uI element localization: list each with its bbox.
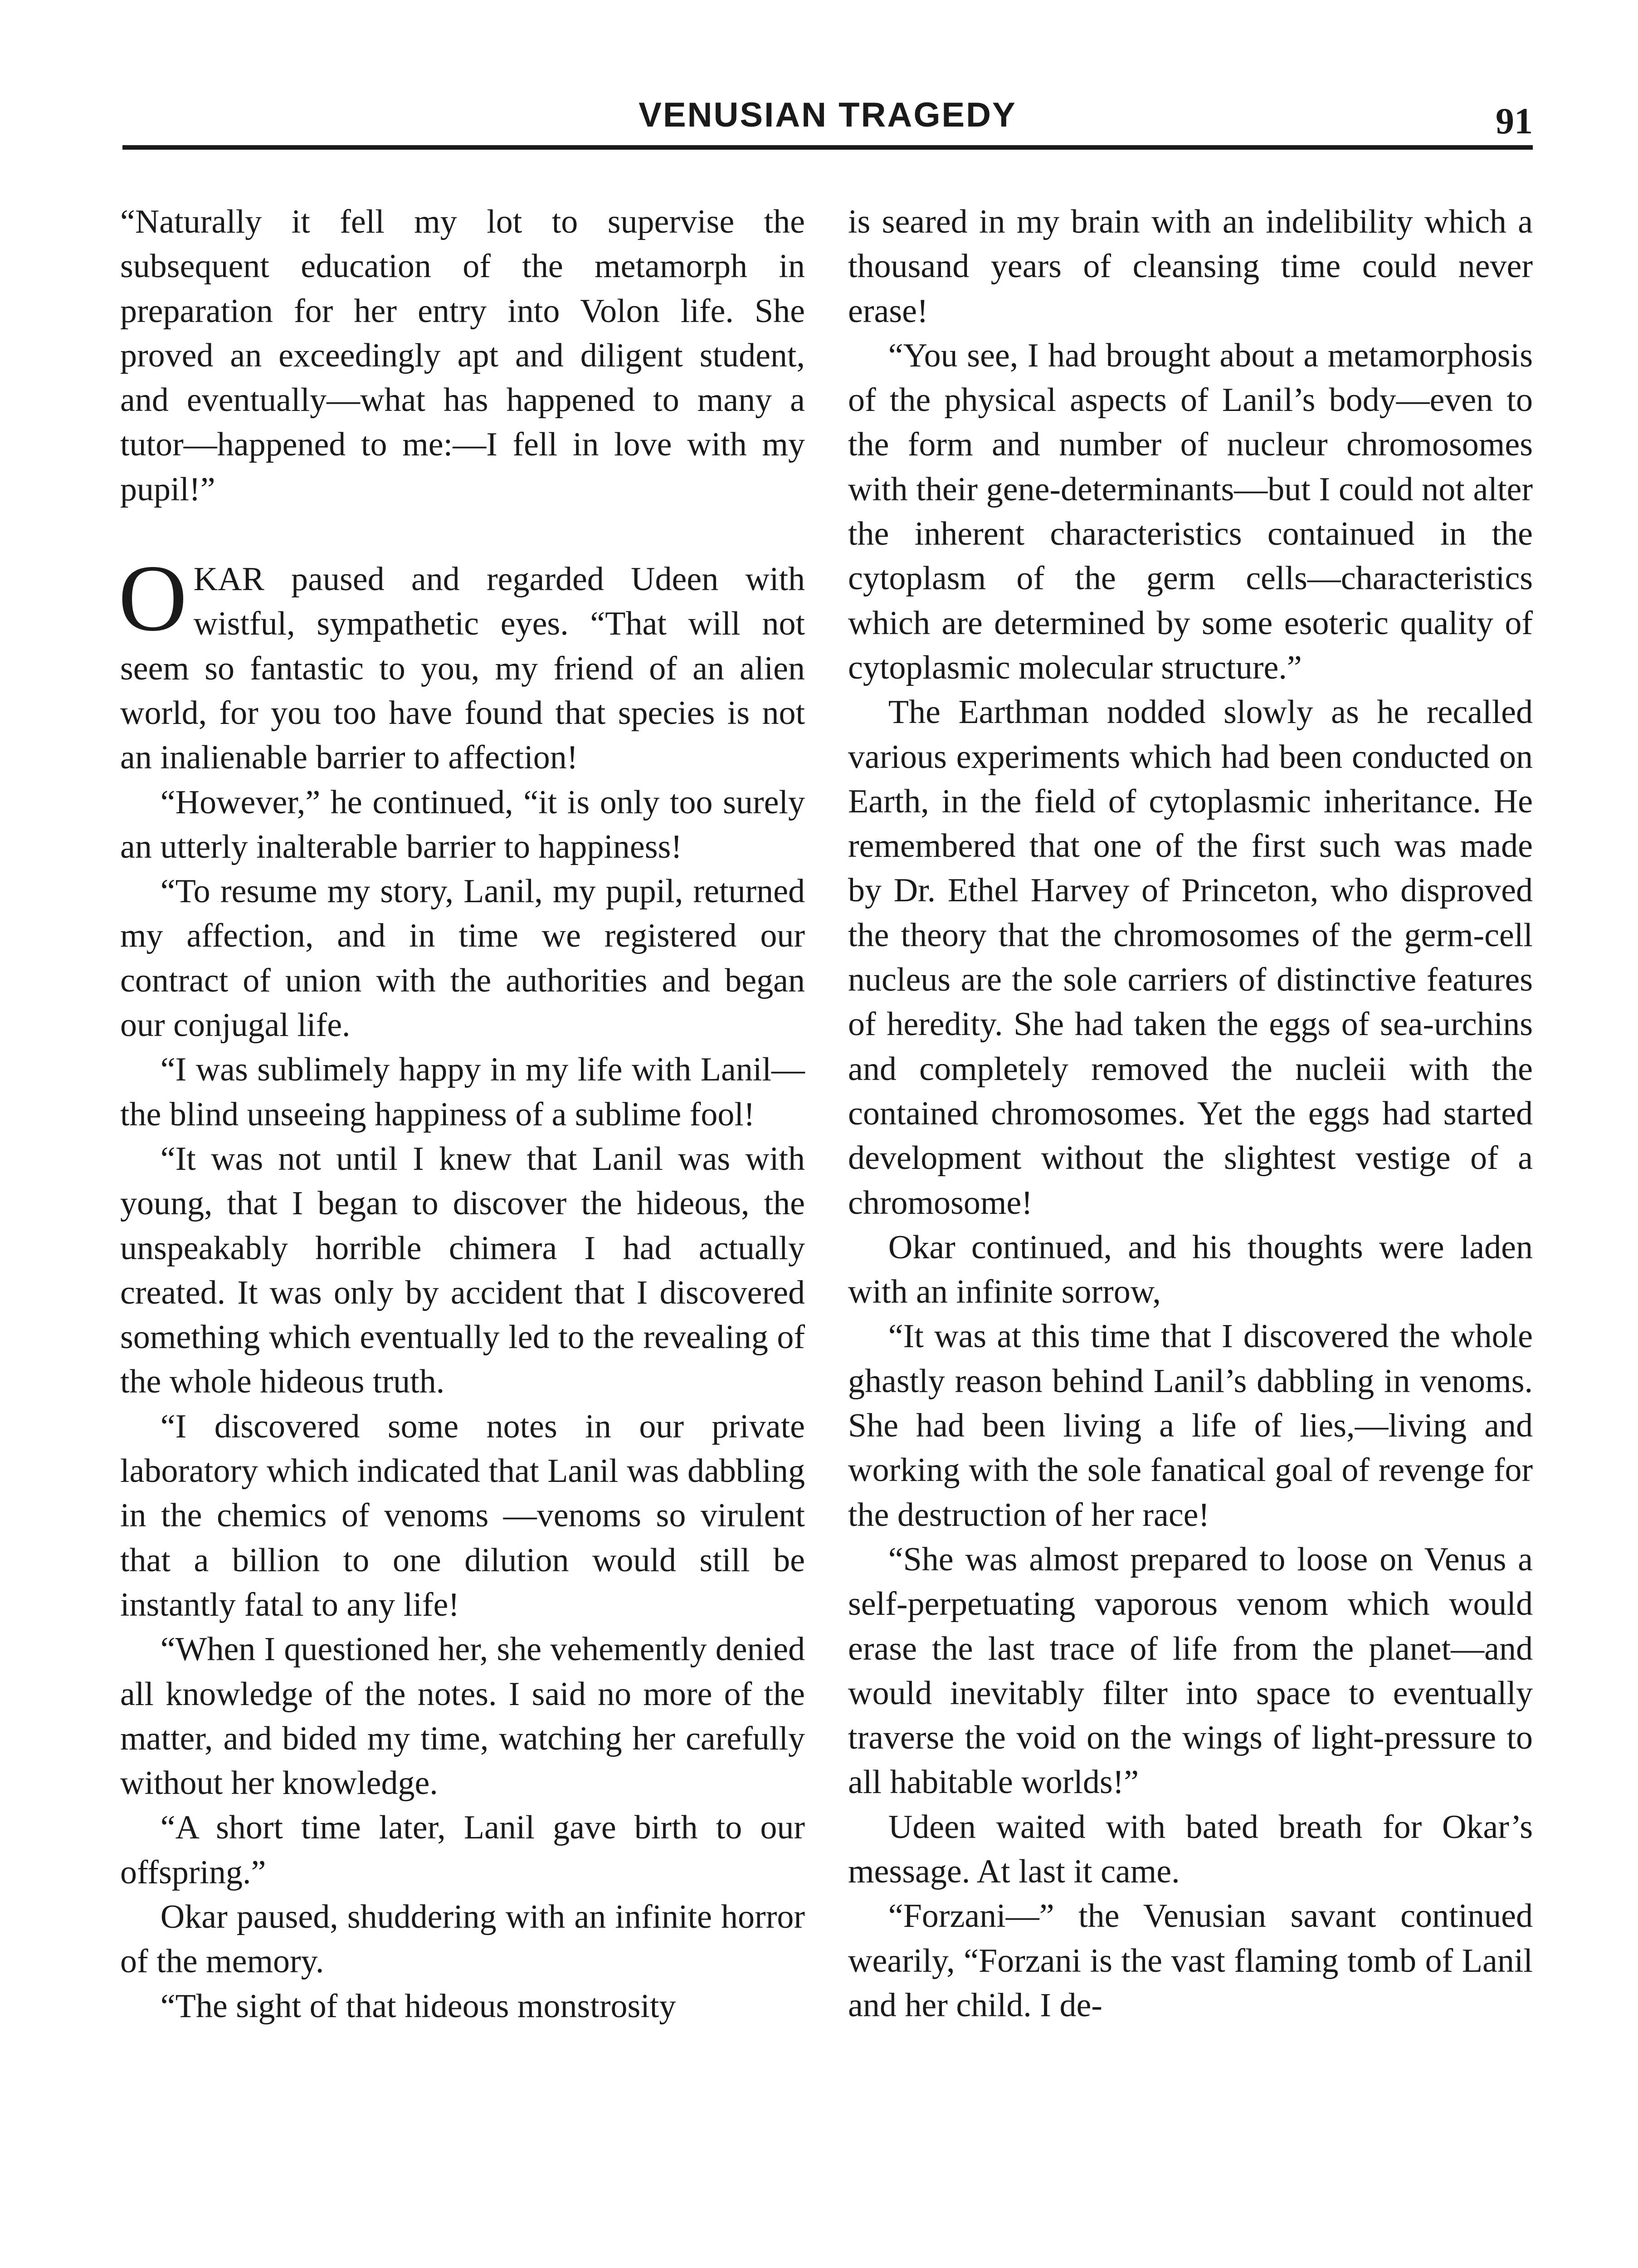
paragraph: “You see, I had brought about a metamorphosis of the physical aspects of Lanil’s body—even to the form and number of nucleur chromosomes with their gene-determinants—but I could not alter the inherent characteristics containued in the cytoplasm of the germ cells—characteristics which are determined by some esoteric quality of cytoplasmic molecular structure.” [848, 337, 1533, 686]
paragraph: “When I questioned her, she vehemently denied all knowledge of the notes. I said no more of the matter, and bided my time, watching her carefully without her knowledge. [120, 1631, 805, 1802]
paragraph: “It was at this time that I discovered the whole ghastly reason behind Lanil’s dabbling in venoms. She had been living a life of lies,—living and working with the sole fanatical goal of revenge for the destruction of her race! [848, 1318, 1533, 1534]
drop-cap: O [118, 546, 187, 651]
paragraph: “I discovered some notes in our private laboratory which indicated that Lanil was dabbling in the chemics of venoms —venoms so virulent that a billion to one dilution would still be instantly fatal to any life! [120, 1408, 805, 1623]
paragraph: Okar paused, shuddering with an infinite horror of the memory. [120, 1898, 805, 1980]
dropcap-paragraph [118, 546, 805, 780]
page-header [122, 86, 1533, 154]
paragraph: “She was almost prepared to loose on Venus a self-perpetuating vaporous venom which would erase the last trace of life from the planet—and would inevitably filter into space to eventually traverse the void on the wings of light-pressure to all habitable worlds!” [848, 1540, 1533, 1801]
drop-cap-rest: KAR [193, 561, 264, 598]
paragraph: “Forzani—” the Venusian savant continued wearily, “Forzani is the vast flaming tomb of Lanil and her child. I de- [848, 1897, 1533, 2024]
page-number: 91 [1496, 100, 1533, 142]
paragraph: “To resume my story, Lanil, my pupil, returned my affection, and in time we registered our contract of union with the authorities and began our conjugal life. [120, 873, 805, 1044]
left-column [120, 200, 805, 2268]
paragraph: Udeen waited with bated breath for Okar’s message. At last it came. [848, 1808, 1533, 1890]
header-rule [122, 145, 1533, 150]
paragraph: The Earthman nodded slowly as he recalled various experiments which had been conducted on Earth, in the field of cytoplasmic inheritance. He remembered that one of the first such was made by Dr. Ethel Harvey of Princeton, who disproved the theory that the chromosomes of the germ-cell nucleus are the sole carriers of distinctive features of heredity. She had taken the eggs of sea-urchins and completely removed the nucleii with the contained chromosomes. Yet the eggs had started development without the slightest vestige of a chromosome! [848, 694, 1533, 1222]
paragraph-text: paused and regarded Udeen with wistful, sympathetic eyes. “That will not seem so fantastic to you, my friend of an alien world, for you too have found that species is not an inalienable barrier to affection! [120, 561, 805, 777]
paragraph: “A short time later, Lanil gave birth to our offspring.” [120, 1809, 805, 1891]
paragraph: Okar continued, and his thoughts were laden with an infinite sorrow, [848, 1228, 1533, 1311]
paragraph: “I was sublimely happy in my life with Lanil—the blind unseeing happiness of a sublime fool! [120, 1051, 805, 1133]
paragraph: is seared in my brain with an indelibility which a thousand years of cleansing time could never erase! [848, 203, 1533, 330]
paragraph: “The sight of that hideous monstrosity [160, 1987, 676, 2025]
paragraph: “It was not until I knew that Lanil was with young, that I began to discover the hideous, the unspeakably horrible chimera I had actually created. It was only by accident that I discovered something which eventually led to the revealing of the whole hideous truth. [120, 1140, 805, 1401]
paragraph: “Naturally it fell my lot to supervise the subsequent education of the metamorph in preparation for her entry into Volon life. She proved an exceedingly apt and diligent student, and eventually—what has happened to many a tutor—happened to me:—I fell in love with my pupil!” [120, 203, 805, 508]
paragraph: “However,” he continued, “it is only too surely an utterly inalterable barrier to happiness! [120, 783, 805, 865]
running-title: VENUSIAN TRAGEDY [639, 96, 1017, 134]
right-column [848, 200, 1533, 2268]
